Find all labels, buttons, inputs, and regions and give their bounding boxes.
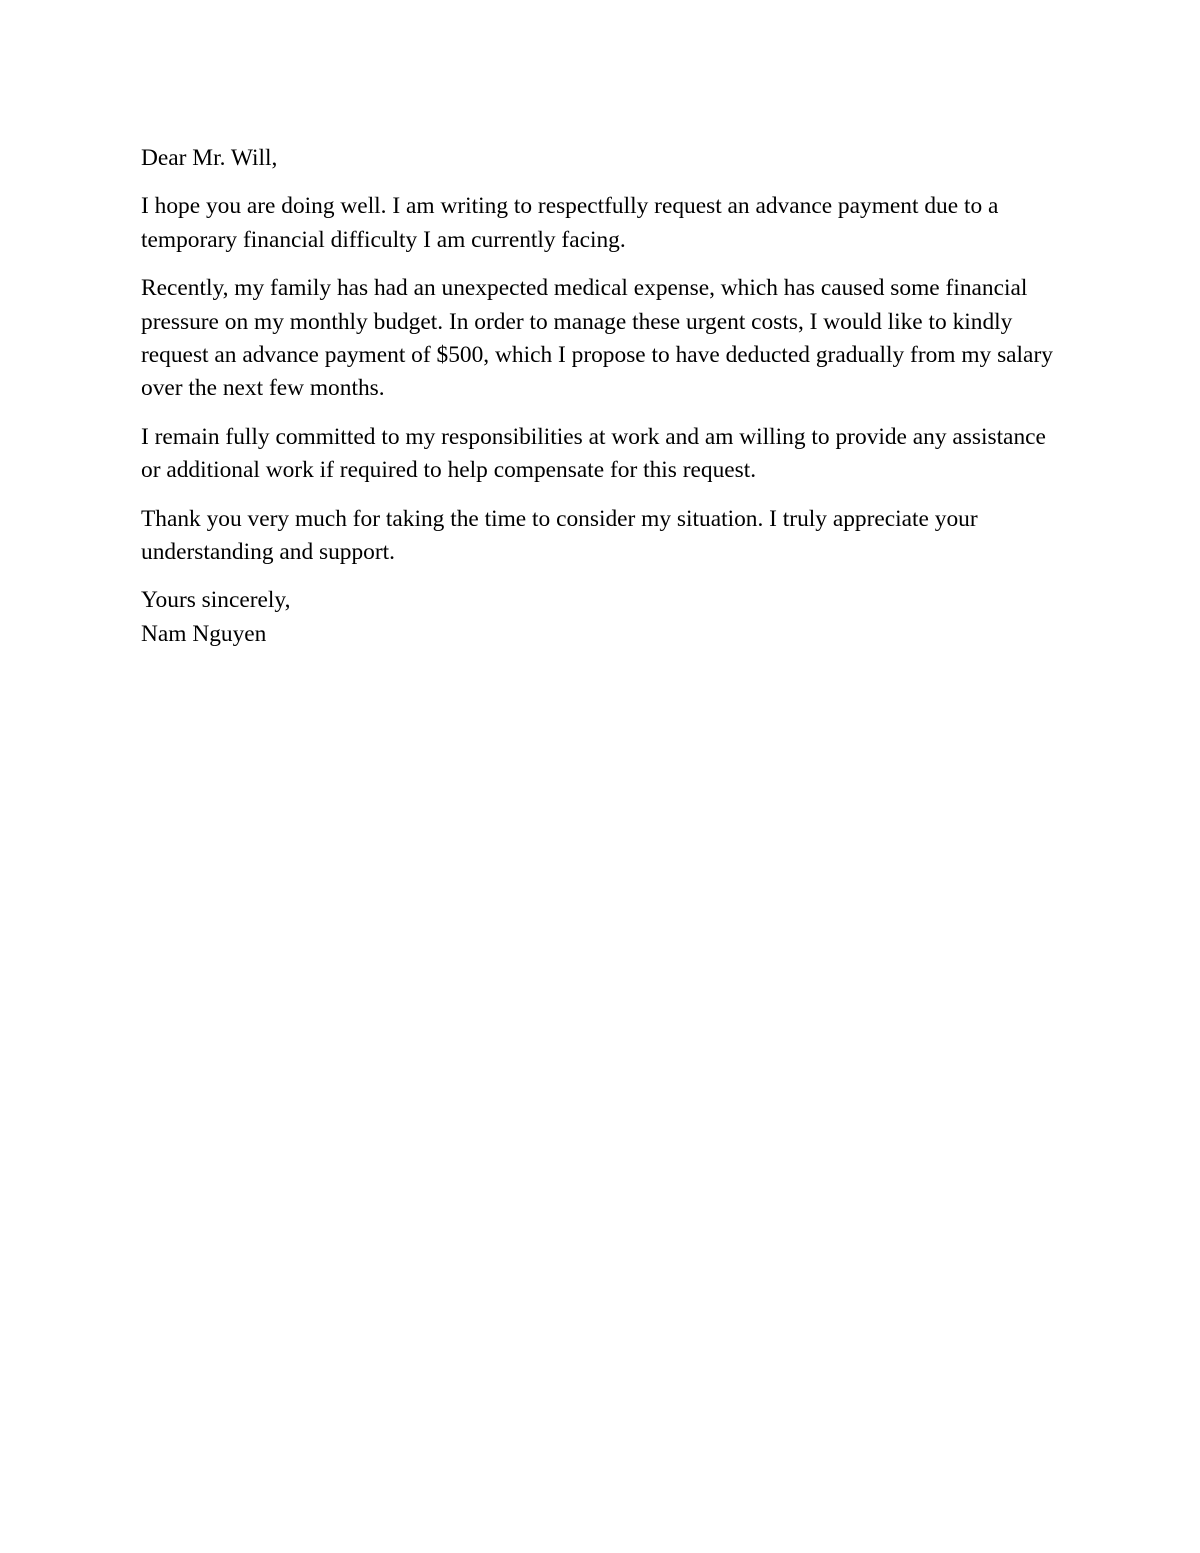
paragraph-thanks: Thank you very much for taking the time to consider my situation. I truly appreciate your understanding and support. <box>141 505 978 566</box>
letter-body <box>141 142 1071 651</box>
salutation: Dear Mr. Will, <box>141 145 278 171</box>
paragraph-commitment: I remain fully committed to my responsibilities at work and am willing to provide any assistance or additional work if required to help compensate for this request. <box>141 423 1046 484</box>
paragraph-intro: I hope you are doing well. I am writing to respectfully request an advance payment due to a temporary financial difficulty I am currently facing. <box>141 193 999 253</box>
paragraph-reason: Recently, my family has had an unexpected medical expense, which has caused some financial pressure on my monthly budget. In order to manage these urgent costs, I would like to kindly request an advance payment of $500, which I propose to have deducted gradually from my salary over the next few months. <box>141 275 1053 402</box>
closing: Yours sincerely, <box>141 587 291 614</box>
signature-name: Nam Nguyen <box>141 620 267 647</box>
